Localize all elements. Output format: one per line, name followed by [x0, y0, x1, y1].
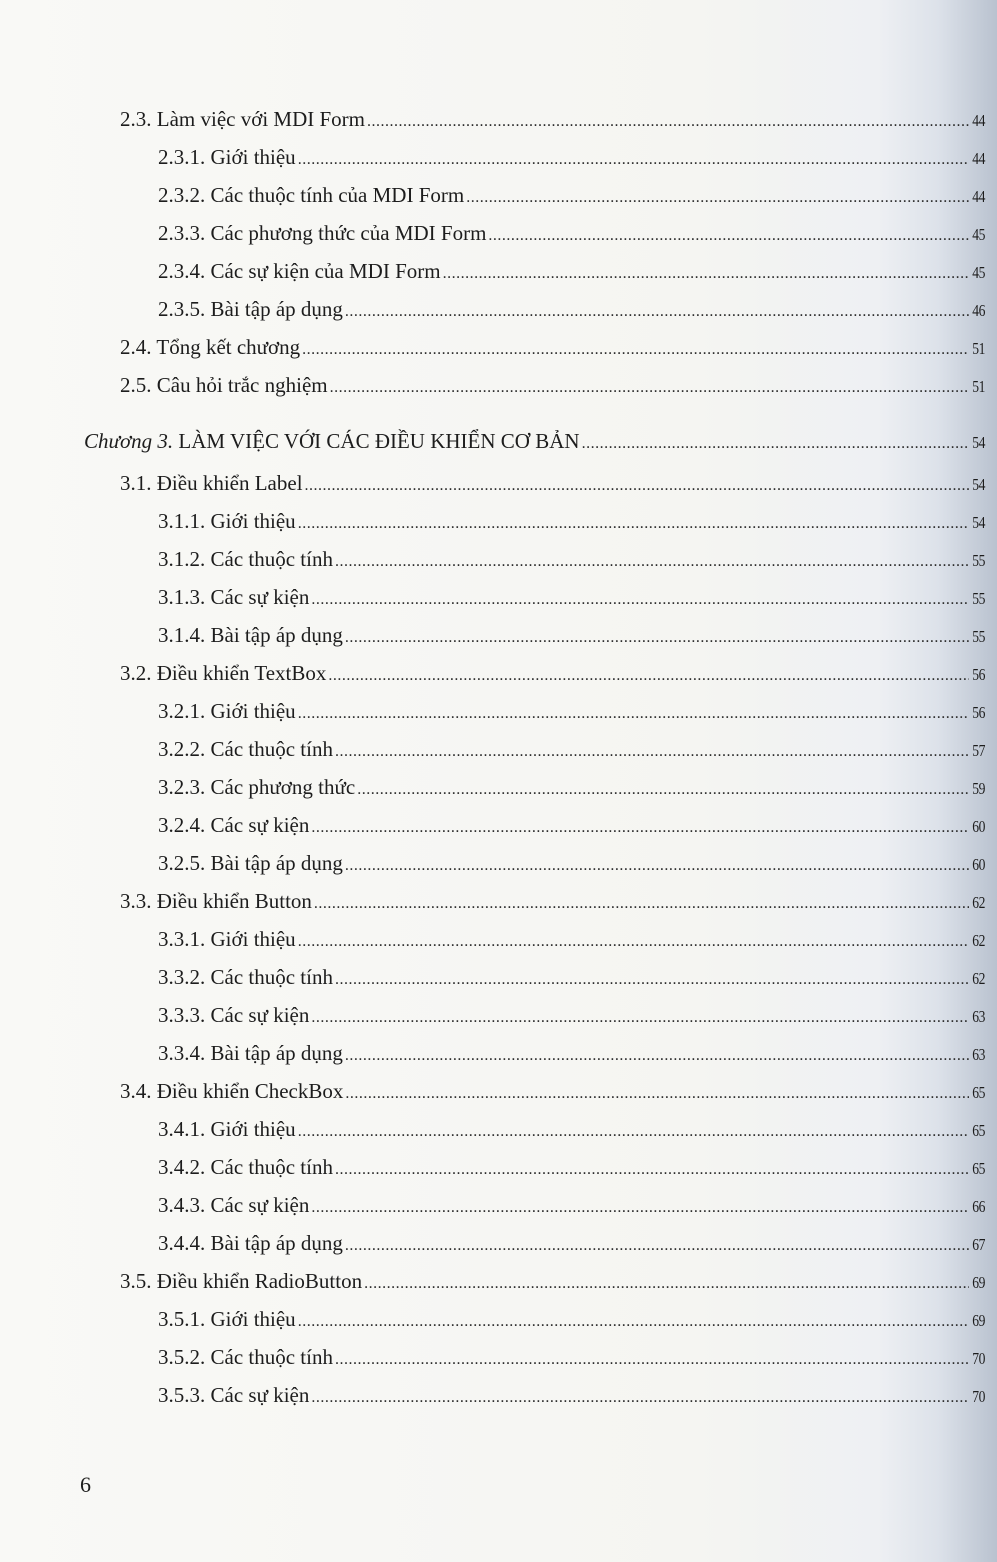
toc-subsection-entry	[158, 810, 985, 840]
dot-leader	[443, 259, 969, 289]
dot-leader	[345, 851, 969, 881]
toc-entry-title: 3.1. Điều khiển Label	[120, 471, 303, 495]
toc-page-number: 57	[972, 741, 985, 760]
toc-entry-title: 2.3.4. Các sự kiện của MDI Form	[158, 259, 441, 283]
dot-leader	[328, 661, 969, 691]
toc-page-number: 44	[972, 111, 985, 130]
dot-leader	[298, 509, 969, 539]
toc-subsection-entry	[158, 256, 985, 286]
dot-leader	[298, 1117, 969, 1147]
toc-page-number: 69	[972, 1311, 985, 1330]
toc-entry-title: 3.2.2. Các thuộc tính	[158, 737, 333, 761]
toc-section-entry	[120, 886, 985, 916]
chapter-title: LÀM VIỆC VỚI CÁC ĐIỀU KHIỂN CƠ BẢN	[178, 429, 580, 453]
toc-page-number: 54	[972, 513, 985, 532]
toc-page-number: 69	[972, 1273, 985, 1292]
toc-page-number: 56	[972, 665, 985, 684]
toc-page-number: 62	[972, 893, 985, 912]
toc-page-number: 45	[972, 263, 985, 282]
toc-entry-title: 3.1.3. Các sự kiện	[158, 585, 310, 609]
toc-entry-title: 3.1.2. Các thuộc tính	[158, 547, 333, 571]
toc-page-number: 55	[972, 627, 985, 646]
toc-entry-title: 2.3.1. Giới thiệu	[158, 145, 296, 169]
toc-subsection-entry	[158, 1152, 985, 1182]
toc-subsection-entry	[158, 924, 985, 954]
dot-leader	[298, 145, 969, 175]
toc-subsection-entry	[158, 218, 985, 248]
toc-entry-title: 3.4.3. Các sự kiện	[158, 1193, 310, 1217]
toc-subsection-entry	[158, 962, 985, 992]
toc-section-entry	[120, 332, 985, 362]
toc-page-number: 62	[972, 969, 985, 988]
toc-entry-title: 2.3.2. Các thuộc tính của MDI Form	[158, 183, 465, 207]
toc-entry-title: 3.3. Điều khiển Button	[120, 889, 312, 913]
dot-leader	[345, 623, 969, 653]
toc-entry-title: 3.2.3. Các phương thức	[158, 775, 356, 799]
dot-leader	[298, 699, 969, 729]
toc-entry-title: 3.3.4. Bài tập áp dụng	[158, 1041, 343, 1065]
toc-entry-title: 3.3.2. Các thuộc tính	[158, 965, 333, 989]
toc-page-number: 65	[972, 1159, 985, 1178]
toc-subsection-entry	[158, 180, 985, 210]
dot-leader	[298, 927, 969, 957]
toc-section-entry	[120, 658, 985, 688]
dot-leader	[582, 429, 969, 459]
toc-page-number: 46	[972, 301, 985, 320]
toc-entry-title: 2.5. Câu hỏi trắc nghiệm	[120, 373, 328, 397]
toc-entry-title	[84, 426, 582, 456]
toc-page-number: 51	[972, 377, 985, 396]
toc-subsection-entry	[158, 1304, 985, 1334]
toc-page-number: 60	[972, 817, 985, 836]
toc-page-number: 45	[972, 225, 985, 244]
toc-entry-title: 2.3.5. Bài tập áp dụng	[158, 297, 343, 321]
toc-entry-title: 3.3.3. Các sự kiện	[158, 1003, 310, 1027]
toc-page-number: 70	[972, 1387, 985, 1406]
toc-entry-title: 3.5.2. Các thuộc tính	[158, 1345, 333, 1369]
toc-subsection-entry	[158, 1038, 985, 1068]
toc-subsection-entry	[158, 506, 985, 536]
dot-leader	[335, 547, 969, 577]
toc-subsection-entry	[158, 1342, 985, 1372]
dot-leader	[314, 889, 969, 919]
toc-entry-title: 3.2.1. Giới thiệu	[158, 699, 296, 723]
dot-leader	[302, 335, 969, 365]
toc-entry-title: 3.5. Điều khiển RadioButton	[120, 1269, 363, 1293]
toc-page-number: 65	[972, 1083, 985, 1102]
dot-leader	[311, 1003, 969, 1033]
toc-subsection-entry	[158, 1190, 985, 1220]
dot-leader	[335, 737, 969, 767]
toc-entry-title: 3.5.3. Các sự kiện	[158, 1383, 310, 1407]
toc-subsection-entry	[158, 1380, 985, 1410]
toc-page-number: 54	[972, 475, 985, 494]
toc-subsection-entry	[158, 1000, 985, 1030]
page-number: 6	[80, 1472, 91, 1497]
toc-entry-title: 3.4.4. Bài tập áp dụng	[158, 1231, 343, 1255]
dot-leader	[345, 297, 969, 327]
toc-page-number: 56	[972, 703, 985, 722]
dot-leader	[311, 1193, 969, 1223]
toc-section-entry	[120, 1076, 985, 1106]
toc-entry-title: 3.1.4. Bài tập áp dụng	[158, 623, 343, 647]
toc-section-entry	[120, 370, 985, 400]
toc-entry-title: 3.3.1. Giới thiệu	[158, 927, 296, 951]
toc-section-entry	[120, 1266, 985, 1296]
dot-leader	[488, 221, 969, 251]
toc-subsection-entry	[158, 142, 985, 172]
toc-section-entry	[120, 468, 985, 498]
chapter-prefix: Chương 3.	[84, 429, 174, 453]
toc-page-number: 59	[972, 779, 985, 798]
toc-subsection-entry	[158, 544, 985, 574]
dot-leader	[345, 1041, 969, 1071]
toc-page-number: 44	[972, 149, 985, 168]
toc-page-number: 60	[972, 855, 985, 874]
toc-entry-title: 2.3. Làm việc với MDI Form	[120, 107, 365, 131]
dot-leader	[367, 107, 969, 137]
toc-page-number: 67	[972, 1235, 985, 1254]
toc-subsection-entry	[158, 734, 985, 764]
toc-page-number: 54	[972, 433, 985, 452]
dot-leader	[305, 471, 969, 501]
toc-subsection-entry	[158, 848, 985, 878]
toc-subsection-entry	[158, 294, 985, 324]
toc-entry-title: 3.2.4. Các sự kiện	[158, 813, 310, 837]
dot-leader	[311, 1383, 969, 1413]
toc-entry-title: 2.4. Tổng kết chương	[120, 335, 301, 359]
toc-entry-title: 3.5.1. Giới thiệu	[158, 1307, 296, 1331]
toc-page-number: 63	[972, 1045, 985, 1064]
toc-entry-title: 3.2.5. Bài tập áp dụng	[158, 851, 343, 875]
dot-leader	[357, 775, 969, 805]
toc-page-number: 44	[972, 187, 985, 206]
toc-page-number: 55	[972, 589, 985, 608]
toc-entry-title: 3.2. Điều khiển TextBox	[120, 661, 327, 685]
dot-leader	[345, 1079, 969, 1109]
toc-subsection-entry	[158, 620, 985, 650]
dot-leader	[335, 1155, 969, 1185]
toc-section-entry	[120, 104, 985, 134]
toc-entry-title: 3.4. Điều khiển CheckBox	[120, 1079, 344, 1103]
toc-subsection-entry	[158, 772, 985, 802]
toc-entry-title: 3.1.1. Giới thiệu	[158, 509, 296, 533]
dot-leader	[466, 183, 969, 213]
toc-subsection-entry	[158, 582, 985, 612]
toc-subsection-entry	[158, 696, 985, 726]
dot-leader	[311, 813, 969, 843]
toc-page-number: 66	[972, 1197, 985, 1216]
toc-entry-title: 2.3.3. Các phương thức của MDI Form	[158, 221, 487, 245]
dot-leader	[335, 1345, 969, 1375]
toc-entry-title: 3.4.2. Các thuộc tính	[158, 1155, 333, 1179]
toc-page-number: 65	[972, 1121, 985, 1140]
dot-leader	[364, 1269, 969, 1299]
dot-leader	[298, 1307, 969, 1337]
toc-page-number: 51	[972, 339, 985, 358]
toc-page-number: 62	[972, 931, 985, 950]
dot-leader	[311, 585, 969, 615]
dot-leader	[345, 1231, 969, 1261]
toc-entry-title: 3.4.1. Giới thiệu	[158, 1117, 296, 1141]
toc-chapter-entry	[84, 426, 985, 456]
toc-page-number: 55	[972, 551, 985, 570]
dot-leader	[335, 965, 969, 995]
dot-leader	[330, 373, 969, 403]
toc-page-number: 63	[972, 1007, 985, 1026]
toc-subsection-entry	[158, 1114, 985, 1144]
toc-subsection-entry	[158, 1228, 985, 1258]
toc-page-number: 70	[972, 1349, 985, 1368]
